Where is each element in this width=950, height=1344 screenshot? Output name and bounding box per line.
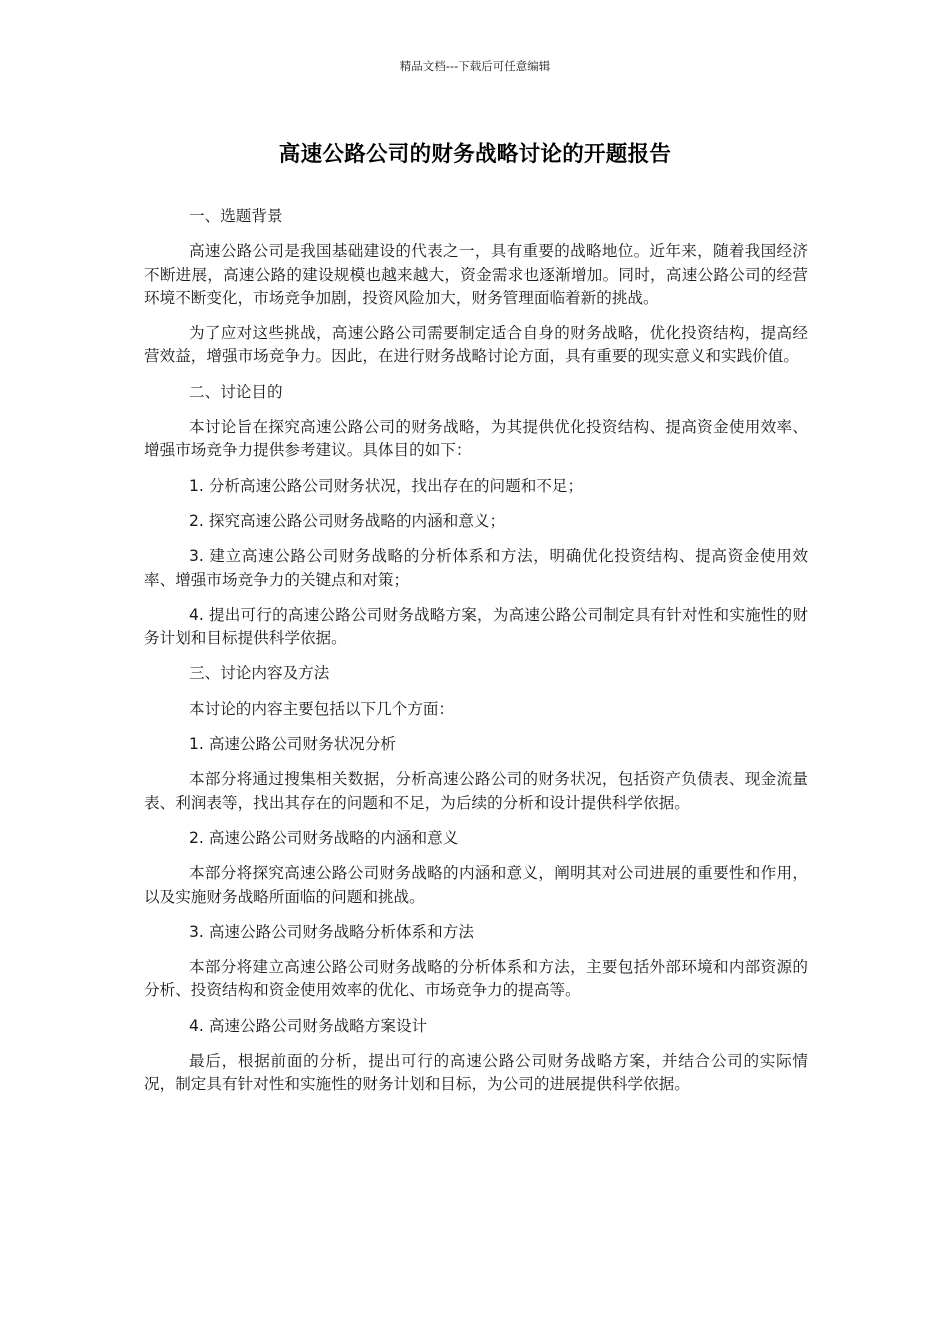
- subsection-heading: 3. 高速公路公司财务战略分析体系和方法: [189, 922, 474, 941]
- list-item: 2. 探究高速公路公司财务战略的内涵和意义；: [189, 511, 506, 530]
- document-title: 高速公路公司的财务战略讨论的开题报告: [278, 142, 672, 167]
- list-item: 1. 分析高速公路公司财务状况，找出存在的问题和不足；: [189, 476, 584, 495]
- paragraph: 本讨论的内容主要包括以下几个方面：: [189, 699, 455, 718]
- paragraph: 本部分将探究高速公路公司财务战略的内涵和意义，阐明其对公司进展的重要性和作用，以及实施财务战略所面临的问题和挑战。: [144, 864, 808, 906]
- paragraph: 本部分将通过搜集相关数据，分析高速公路公司的财务状况，包括资产负债表、现金流量表、利润表等，找出其存在的问题和不足，为后续的分析和设计提供科学依据。: [144, 770, 808, 812]
- list-item: 3. 建立高速公路公司财务战略的分析体系和方法，明确优化投资结构、提高资金使用效率、增强市场竞争力的关键点和对策；: [144, 547, 808, 589]
- paragraph: 为了应对这些挑战，高速公路公司需要制定适合自身的财务战略，优化投资结构，提高经营效益，增强市场竞争力。因此，在进行财务战略讨论方面，具有重要的现实意义和实践价值。: [144, 324, 808, 366]
- section-heading-content-method: 三、讨论内容及方法: [189, 664, 330, 683]
- section-heading-purpose: 二、讨论目的: [189, 382, 283, 401]
- document-body: [144, 205, 808, 1109]
- paragraph: 本部分将建立高速公路公司财务战略的分析体系和方法，主要包括外部环境和内部资源的分析、投资结构和资金使用效率的优化、市场竞争力的提高等。: [144, 958, 808, 1000]
- paragraph: 高速公路公司是我国基础建设的代表之一，具有重要的战略地位。近年来，随着我国经济不断进展，高速公路的建设规模也越来越大，资金需求也逐渐增加。同时，高速公路公司的经营环境不断变化，市场竞争加剧，投资风险加大，财务管理面临着新的挑战。: [144, 242, 808, 307]
- paragraph: 最后，根据前面的分析，提出可行的高速公路公司财务战略方案，并结合公司的实际情况，制定具有针对性和实施性的财务计划和目标，为公司的进展提供科学依据。: [144, 1052, 808, 1094]
- paragraph: 本讨论旨在探究高速公路公司的财务战略，为其提供优化投资结构、提高资金使用效率、增强市场竞争力提供参考建议。具体目的如下：: [144, 418, 808, 460]
- subsection-heading: 1. 高速公路公司财务状况分析: [189, 735, 396, 754]
- subsection-heading: 4. 高速公路公司财务战略方案设计: [189, 1016, 428, 1035]
- subsection-heading: 2. 高速公路公司财务战略的内涵和意义: [189, 828, 459, 847]
- list-item: 4. 提出可行的高速公路公司财务战略方案，为高速公路公司制定具有针对性和实施性的财务计划和目标提供科学依据。: [144, 605, 808, 648]
- section-heading-background: 一、选题背景: [189, 207, 283, 225]
- header-note: 精品文档---下载后可任意编辑: [399, 59, 551, 73]
